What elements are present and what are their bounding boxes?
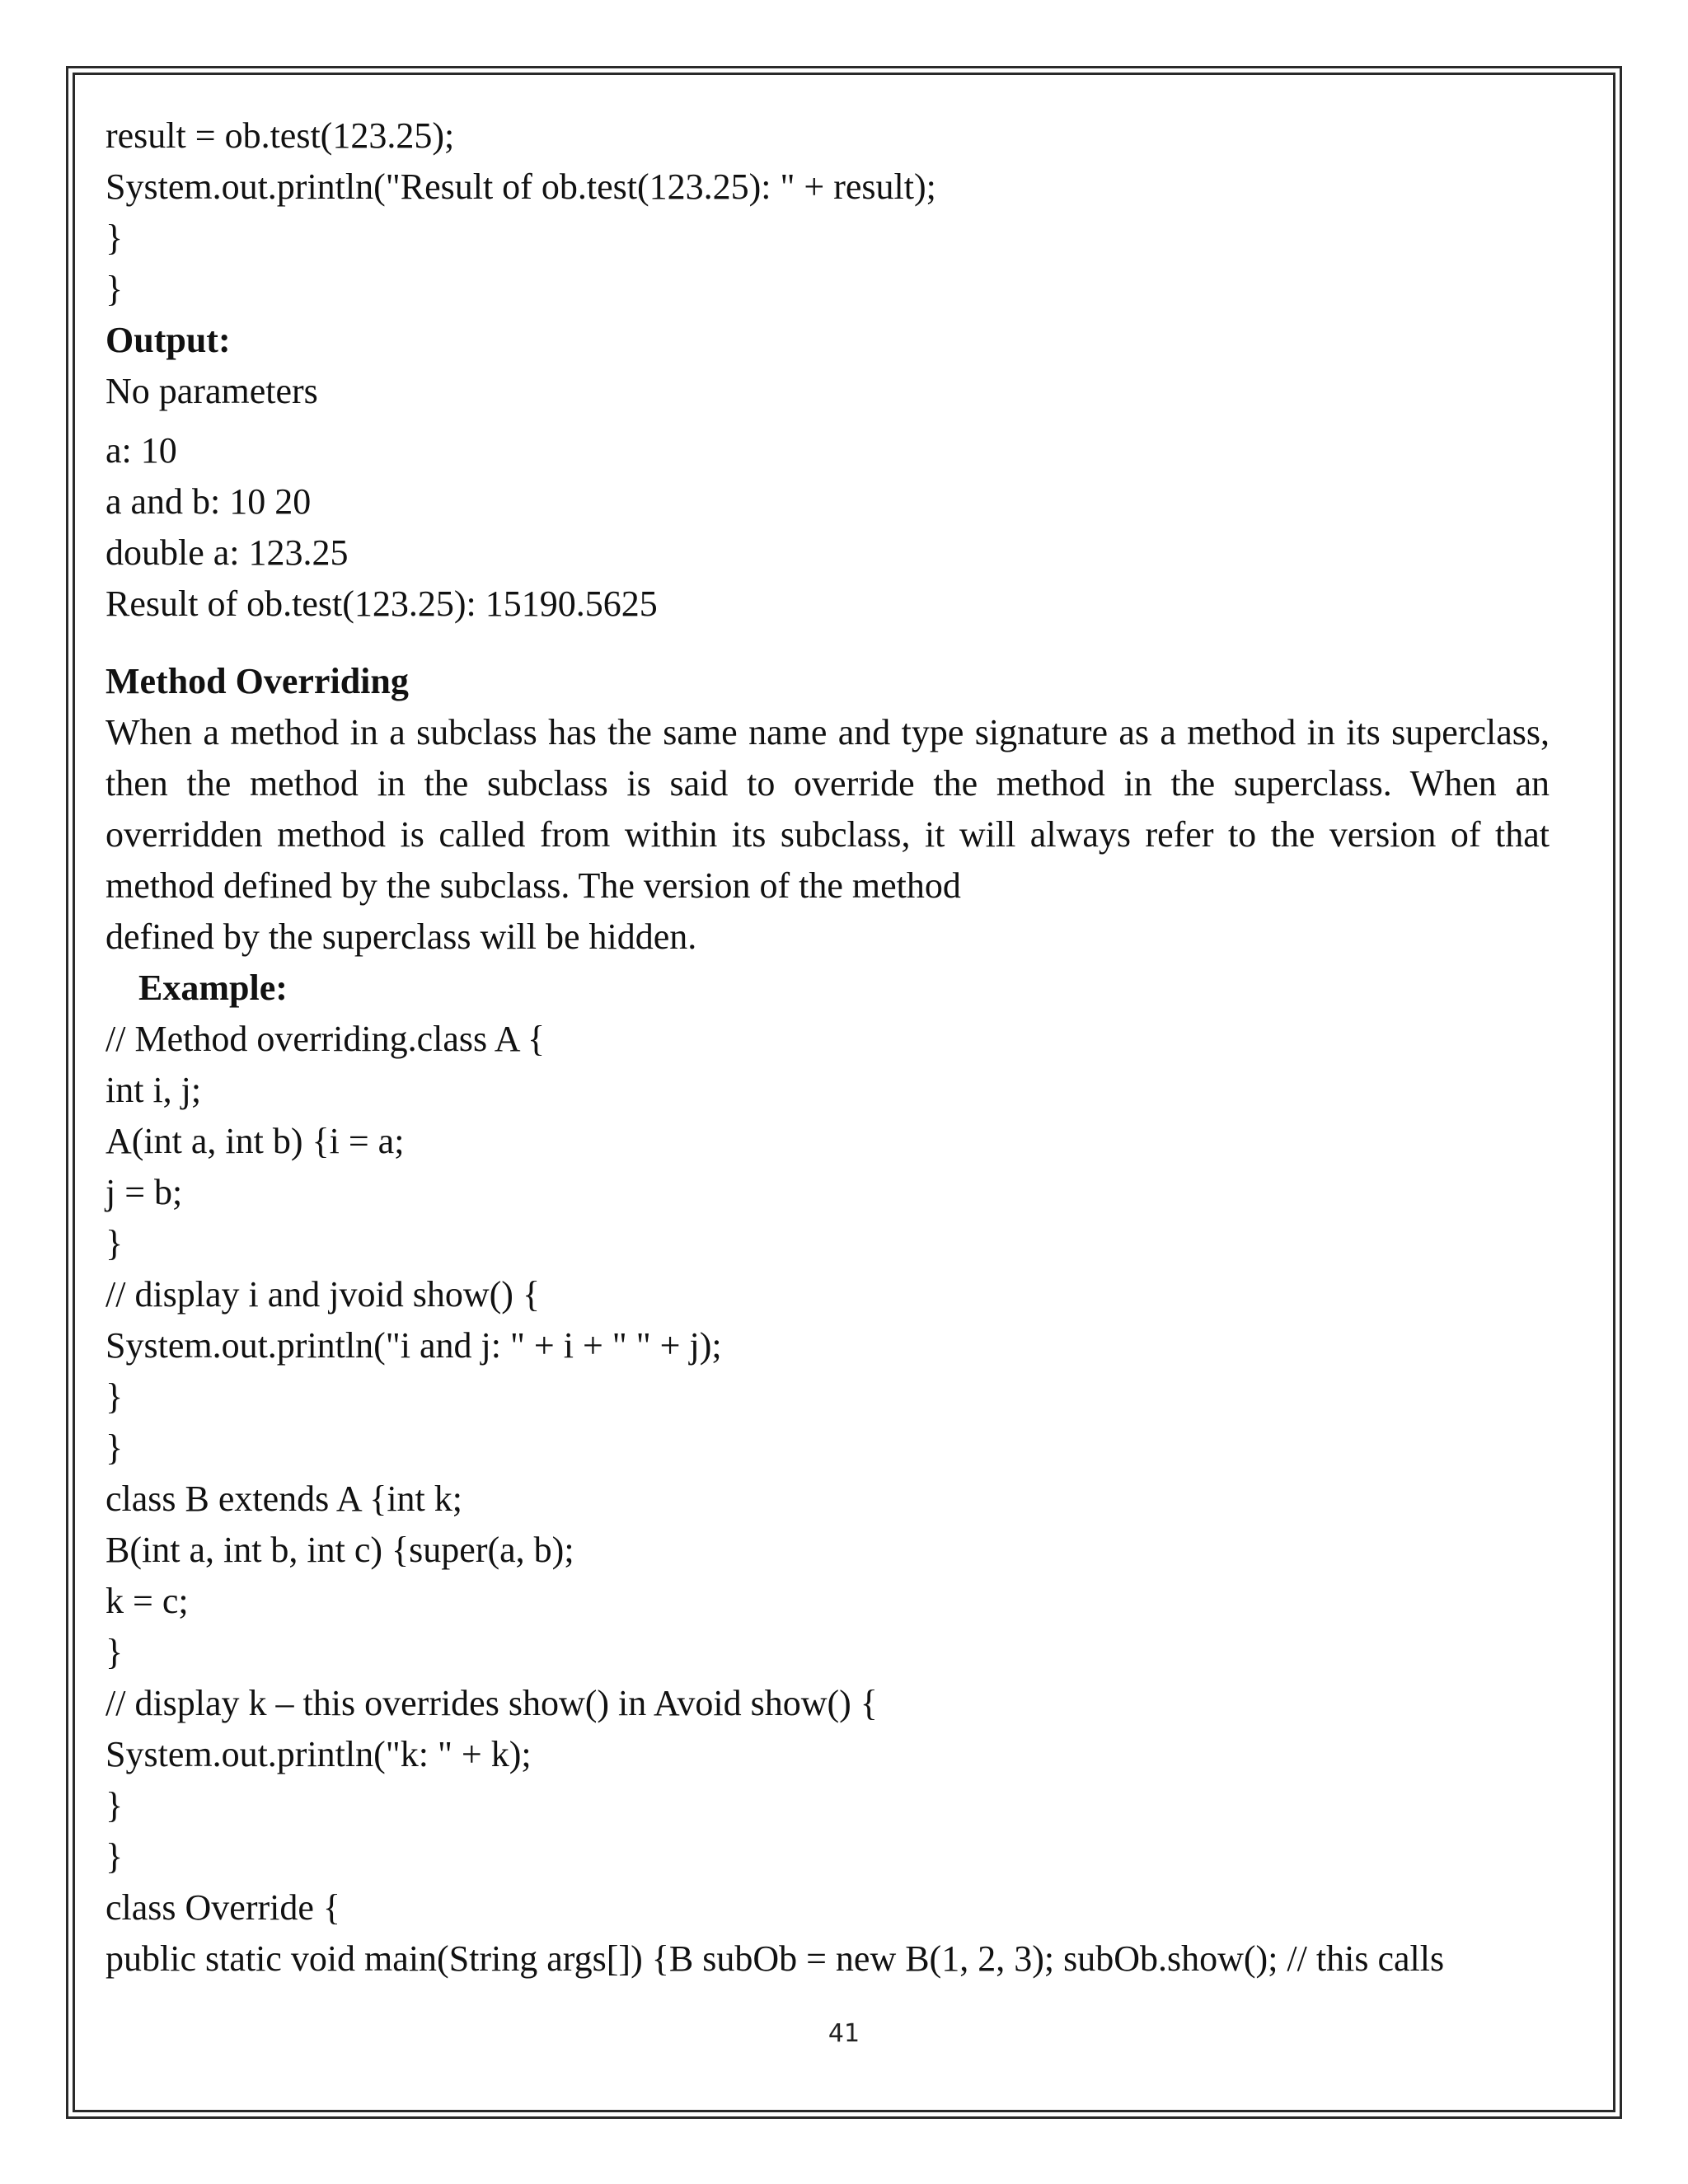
page-number: 41 bbox=[828, 2019, 860, 2048]
code-line: } bbox=[106, 1223, 124, 1263]
code-block-example bbox=[106, 1014, 1550, 1985]
example-heading: Example: bbox=[138, 968, 288, 1008]
output-line: No parameters bbox=[106, 371, 318, 411]
code-line: class Override { bbox=[106, 1887, 341, 1928]
code-line: result = ob.test(123.25); bbox=[106, 115, 455, 156]
code-line: } bbox=[106, 1376, 124, 1417]
code-line: int i, j; bbox=[106, 1070, 202, 1110]
code-line: k = c; bbox=[106, 1581, 189, 1621]
code-line: public static void main(String args[]) {B subOb = new B(1, 2, 3); subOb.show(); // this calls bbox=[106, 1938, 1445, 1979]
output-line: double a: 123.25 bbox=[106, 532, 349, 573]
output-heading: Output: bbox=[106, 320, 231, 360]
code-line: } bbox=[106, 269, 124, 309]
body-paragraph: When a method in a subclass has the same name and type signature as a method in its superclass, then the method in the subclass is said to override the method in the superclass. When an overridden method is called from within its subclass, it will always refer to the version of that method defined by the subclass. The version of the method bbox=[106, 712, 1550, 906]
code-line: // display i and jvoid show() { bbox=[106, 1274, 541, 1315]
code-line: B(int a, int b, int c) {super(a, b); bbox=[106, 1530, 574, 1570]
code-block-top bbox=[106, 110, 1550, 315]
code-line: System.out.println("k: " + k); bbox=[106, 1734, 532, 1774]
code-line: // Method overriding.class A { bbox=[106, 1019, 546, 1059]
output-line: a: 10 bbox=[106, 430, 177, 471]
page-content bbox=[106, 110, 1550, 1985]
code-line: A(int a, int b) {i = a; bbox=[106, 1121, 405, 1161]
output-line: a and b: 10 20 bbox=[106, 481, 312, 522]
output-line: Result of ob.test(123.25): 15190.5625 bbox=[106, 583, 658, 624]
output-block bbox=[106, 425, 1550, 630]
code-line: j = b; bbox=[106, 1172, 183, 1212]
body-paragraph-last-line: defined by the superclass will be hidden. bbox=[106, 916, 697, 957]
code-line: } bbox=[106, 1785, 124, 1825]
section-heading: Method Overriding bbox=[106, 661, 409, 701]
code-line: } bbox=[106, 1836, 124, 1877]
code-line: System.out.println("Result of ob.test(123.25): " + result); bbox=[106, 166, 936, 207]
code-line: System.out.println("i and j: " + i + " " + j); bbox=[106, 1325, 722, 1366]
code-line: // display k – this overrides show() in Avoid show() { bbox=[106, 1683, 878, 1723]
code-line: } bbox=[106, 1632, 124, 1672]
code-line: class B extends A {int k; bbox=[106, 1479, 462, 1519]
code-line: } bbox=[106, 1427, 124, 1468]
code-line: } bbox=[106, 218, 124, 258]
